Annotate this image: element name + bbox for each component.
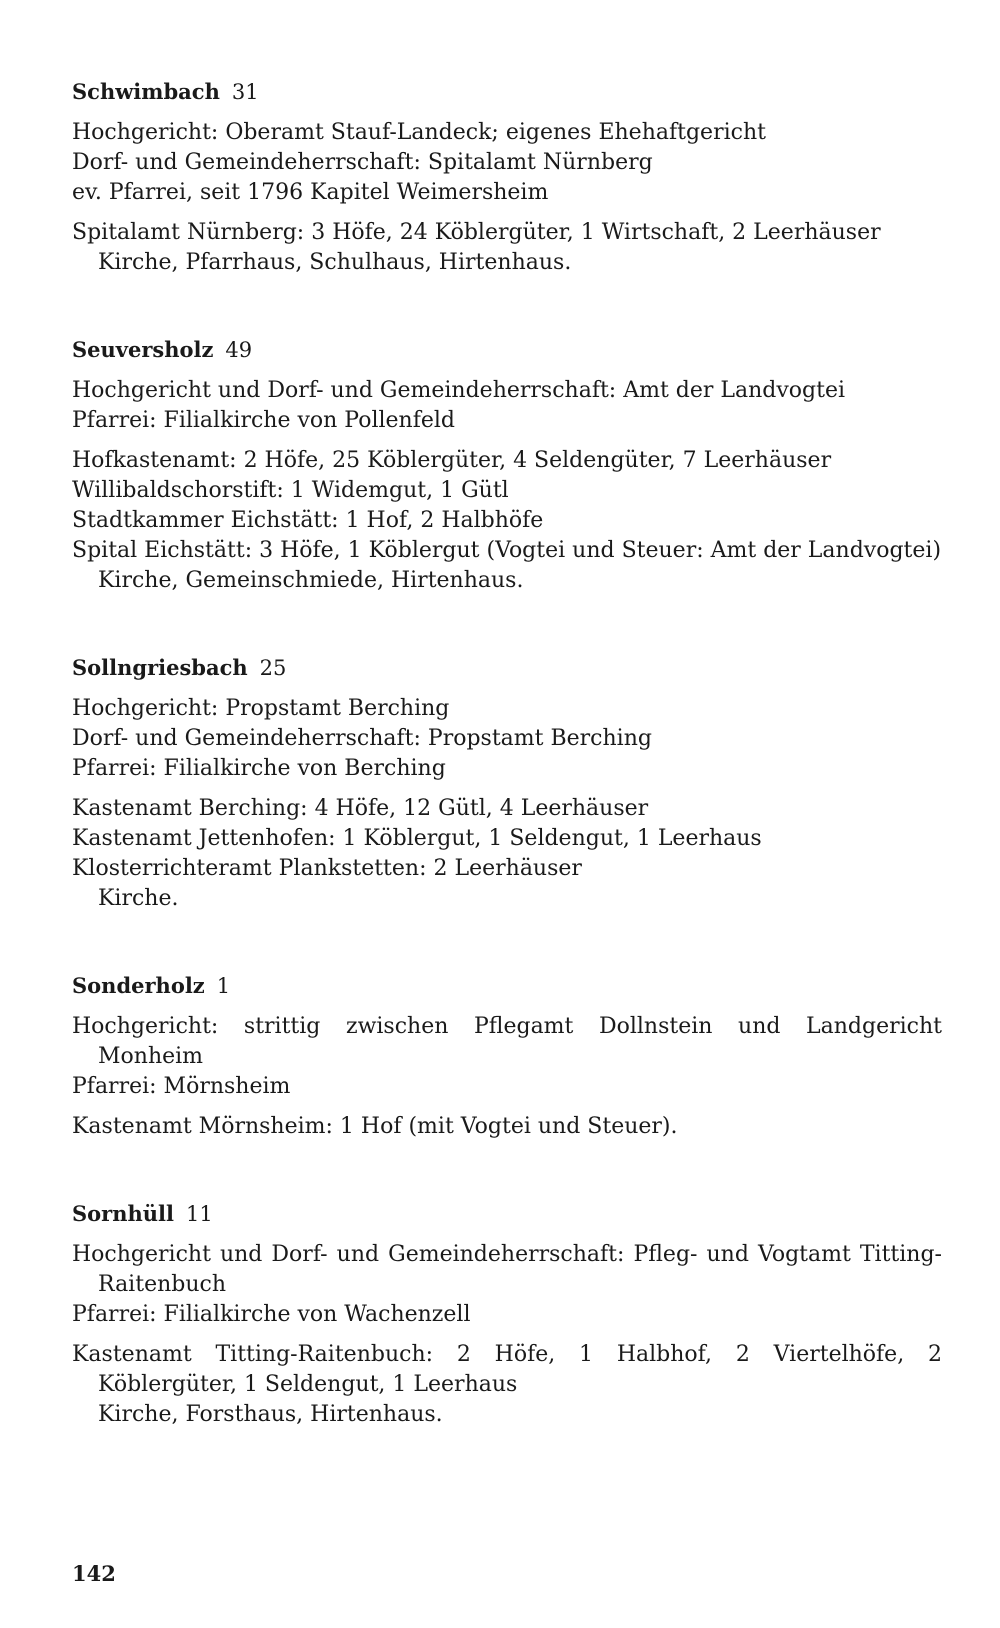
text-line: Kastenamt Titting-Raitenbuch: 2 Höfe, 1 Halbhof, 2 Viertelhöfe, 2 Köblergüter, 1 Seldengut, 1 Leerhaus	[72, 1342, 942, 1397]
entry-heading	[72, 972, 942, 1000]
text-line: Hochgericht: strittig zwischen Pflegamt Dollnstein und Landgericht Monheim	[72, 1014, 942, 1069]
text-line: Hochgericht und Dorf- und Gemeindeherrschaft: Amt der Landvogtei	[72, 378, 846, 403]
place-name: Sollngriesbach	[72, 655, 248, 680]
document-page	[72, 78, 942, 1488]
text-line: Hochgericht: Propstamt Berching	[72, 696, 450, 721]
entry-heading	[72, 654, 942, 682]
entry-heading	[72, 1200, 942, 1228]
entry-schwimbach	[72, 78, 942, 278]
text-line: Stadtkammer Eichstätt: 1 Hof, 2 Halbhöfe	[72, 508, 544, 533]
entry-sollngriesbach	[72, 654, 942, 914]
place-count: 25	[259, 656, 287, 680]
place-count: 31	[231, 80, 259, 104]
holdings-block	[72, 794, 942, 914]
entry-seuversholz	[72, 336, 942, 596]
holdings-block	[72, 218, 942, 278]
text-line: Pfarrei: Filialkirche von Wachenzell	[72, 1302, 471, 1327]
buildings-line: Kirche, Forsthaus, Hirtenhaus.	[98, 1402, 443, 1427]
jurisdiction-block	[72, 694, 942, 784]
text-line: Hofkastenamt: 2 Höfe, 25 Köblergüter, 4 Seldengüter, 7 Leerhäuser	[72, 448, 832, 473]
text-line: Pfarrei: Filialkirche von Pollenfeld	[72, 408, 456, 433]
page-number: 142	[72, 1561, 116, 1586]
place-count: 11	[186, 1202, 213, 1226]
place-count: 49	[225, 338, 253, 362]
jurisdiction-block	[72, 118, 942, 208]
text-line: Kastenamt Jettenhofen: 1 Köblergut, 1 Seldengut, 1 Leerhaus	[72, 826, 762, 851]
text-line: Pfarrei: Filialkirche von Berching	[72, 756, 446, 781]
jurisdiction-block	[72, 1240, 942, 1330]
text-line: Willibaldschorstift: 1 Widemgut, 1 Gütl	[72, 478, 509, 503]
text-line: Kastenamt Berching: 4 Höfe, 12 Gütl, 4 Leerhäuser	[72, 796, 649, 821]
entry-heading	[72, 78, 942, 106]
buildings-line: Kirche.	[98, 886, 179, 911]
place-name: Sonderholz	[72, 973, 205, 998]
text-line: Hochgericht: Oberamt Stauf-Landeck; eigenes Ehehaftgericht	[72, 120, 766, 145]
entry-sornhuell	[72, 1200, 942, 1430]
buildings-line: Kirche, Pfarrhaus, Schulhaus, Hirtenhaus.	[98, 250, 572, 275]
text-line: Dorf- und Gemeindeherrschaft: Spitalamt Nürnberg	[72, 150, 653, 175]
holdings-block	[72, 446, 942, 596]
entry-heading	[72, 336, 942, 364]
text-line: Pfarrei: Mörnsheim	[72, 1074, 291, 1099]
text-line: ev. Pfarrei, seit 1796 Kapitel Weimersheim	[72, 180, 549, 205]
text-line: Klosterrichteramt Plankstetten: 2 Leerhäuser	[72, 856, 582, 881]
place-count: 1	[216, 974, 231, 998]
text-line: Spitalamt Nürnberg: 3 Höfe, 24 Köblergüter, 1 Wirtschaft, 2 Leerhäuser	[72, 220, 881, 245]
jurisdiction-block	[72, 1012, 942, 1102]
place-name: Schwimbach	[72, 79, 220, 104]
buildings-line: Kirche, Gemeinschmiede, Hirtenhaus.	[98, 568, 524, 593]
text-line: Spital Eichstätt: 3 Höfe, 1 Köblergut (Vogtei und Steuer: Amt der Landvogtei)	[72, 538, 942, 563]
text-line: Dorf- und Gemeindeherrschaft: Propstamt Berching	[72, 726, 652, 751]
text-line: Kastenamt Mörnsheim: 1 Hof (mit Vogtei und Steuer).	[72, 1114, 678, 1139]
place-name: Seuversholz	[72, 337, 214, 362]
entry-sonderholz	[72, 972, 942, 1142]
text-line: Hochgericht und Dorf- und Gemeindeherrschaft: Pfleg- und Vogtamt Titting-Raitenbuch	[72, 1242, 942, 1297]
holdings-block	[72, 1112, 942, 1142]
holdings-block	[72, 1340, 942, 1430]
place-name: Sornhüll	[72, 1201, 174, 1226]
jurisdiction-block	[72, 376, 942, 436]
